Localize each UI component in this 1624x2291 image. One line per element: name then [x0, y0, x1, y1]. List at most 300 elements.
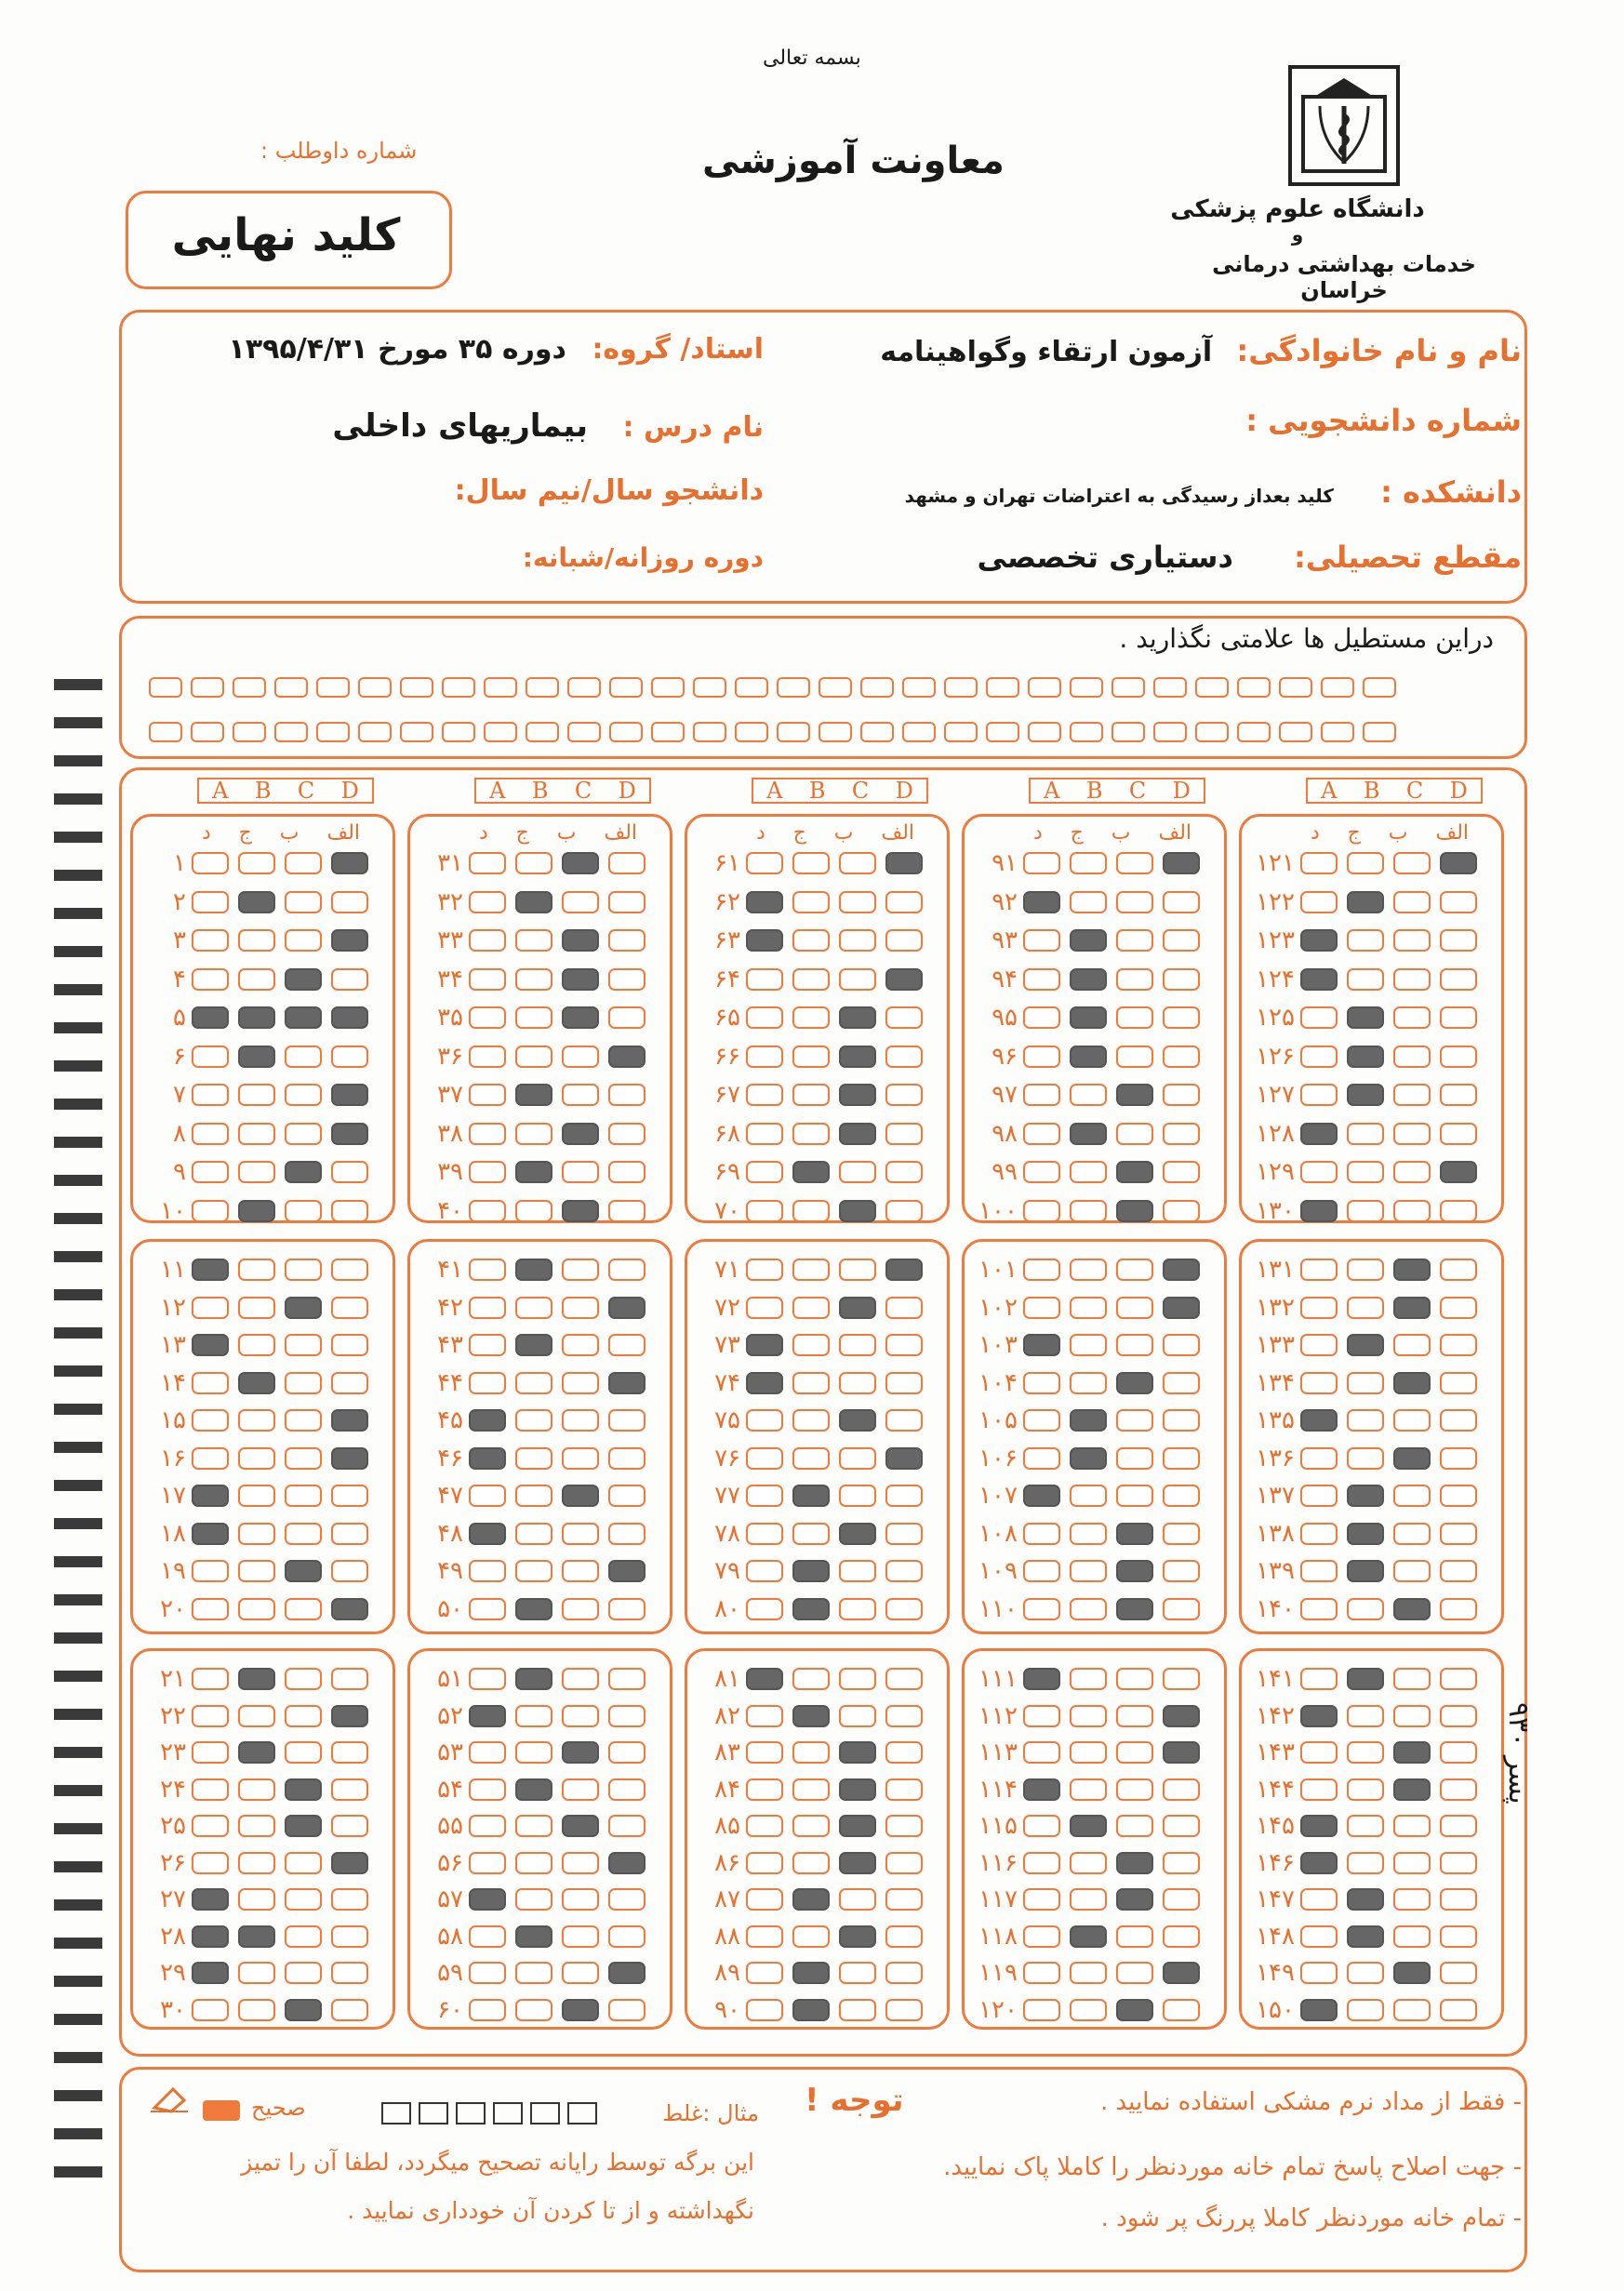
answer-bubble[interactable]: [1440, 1409, 1477, 1432]
answer-bubble[interactable]: [1023, 1999, 1060, 2021]
answer-bubble[interactable]: [1440, 1297, 1477, 1319]
answer-bubble[interactable]: [238, 1161, 275, 1183]
answer-bubble[interactable]: [1347, 1334, 1384, 1356]
answer-bubble[interactable]: [1070, 968, 1107, 991]
answer-bubble[interactable]: [608, 1778, 646, 1801]
answer-bubble[interactable]: [792, 1259, 830, 1281]
answer-bubble[interactable]: [792, 1485, 830, 1507]
answer-bubble[interactable]: [839, 891, 876, 913]
answer-bubble[interactable]: [885, 1668, 923, 1690]
answer-bubble[interactable]: [1023, 1447, 1060, 1470]
answer-bubble[interactable]: [839, 968, 876, 991]
answer-bubble[interactable]: [885, 1705, 923, 1727]
answer-bubble[interactable]: [1023, 1485, 1060, 1507]
answer-bubble[interactable]: [469, 1598, 506, 1620]
answer-bubble[interactable]: [331, 1523, 368, 1545]
answer-bubble[interactable]: [331, 929, 368, 952]
answer-bubble[interactable]: [1163, 1259, 1200, 1281]
answer-bubble[interactable]: [608, 1705, 646, 1727]
answer-bubble[interactable]: [1163, 1852, 1200, 1874]
answer-bubble[interactable]: [1070, 929, 1107, 952]
answer-bubble[interactable]: [1116, 1372, 1153, 1394]
answer-bubble[interactable]: [1023, 1598, 1060, 1620]
answer-bubble[interactable]: [192, 1334, 229, 1356]
answer-bubble[interactable]: [792, 1852, 830, 1874]
answer-bubble[interactable]: [1347, 1485, 1384, 1507]
answer-bubble[interactable]: [238, 1598, 275, 1620]
answer-bubble[interactable]: [562, 1200, 599, 1222]
answer-bubble[interactable]: [1393, 1409, 1431, 1432]
answer-bubble[interactable]: [608, 1409, 646, 1432]
answer-bubble[interactable]: [1347, 1259, 1384, 1281]
answer-bubble[interactable]: [192, 1888, 229, 1911]
answer-bubble[interactable]: [1440, 1523, 1477, 1545]
answer-bubble[interactable]: [1347, 1741, 1384, 1764]
answer-bubble[interactable]: [792, 929, 830, 952]
answer-bubble[interactable]: [331, 1598, 368, 1620]
answer-bubble[interactable]: [1116, 1084, 1153, 1106]
answer-bubble[interactable]: [1393, 1259, 1431, 1281]
answer-bubble[interactable]: [1393, 1815, 1431, 1837]
answer-bubble[interactable]: [562, 1668, 599, 1690]
answer-bubble[interactable]: [1393, 1161, 1431, 1183]
answer-bubble[interactable]: [885, 968, 923, 991]
answer-bubble[interactable]: [1347, 1925, 1384, 1948]
answer-bubble[interactable]: [1070, 1560, 1107, 1582]
answer-bubble[interactable]: [1440, 1962, 1477, 1984]
answer-bubble[interactable]: [1163, 891, 1200, 913]
answer-bubble[interactable]: [746, 1123, 783, 1145]
answer-bubble[interactable]: [1393, 929, 1431, 952]
answer-bubble[interactable]: [746, 1815, 783, 1837]
answer-bubble[interactable]: [1116, 891, 1153, 913]
answer-bubble[interactable]: [839, 1046, 876, 1068]
answer-bubble[interactable]: [608, 1999, 646, 2021]
answer-bubble[interactable]: [192, 891, 229, 913]
answer-bubble[interactable]: [1023, 1778, 1060, 1801]
answer-bubble[interactable]: [1023, 1962, 1060, 1984]
answer-bubble[interactable]: [285, 1999, 322, 2021]
answer-bubble[interactable]: [608, 1084, 646, 1106]
answer-bubble[interactable]: [331, 1705, 368, 1727]
answer-bubble[interactable]: [285, 1123, 322, 1145]
answer-bubble[interactable]: [515, 1560, 552, 1582]
answer-bubble[interactable]: [238, 1888, 275, 1911]
answer-bubble[interactable]: [1070, 1705, 1107, 1727]
answer-bubble[interactable]: [515, 1297, 552, 1319]
answer-bubble[interactable]: [1163, 1447, 1200, 1470]
answer-bubble[interactable]: [746, 1161, 783, 1183]
answer-bubble[interactable]: [1116, 1200, 1153, 1222]
answer-bubble[interactable]: [238, 968, 275, 991]
answer-bubble[interactable]: [792, 1084, 830, 1106]
answer-bubble[interactable]: [885, 1297, 923, 1319]
answer-bubble[interactable]: [1300, 1409, 1338, 1432]
answer-bubble[interactable]: [746, 1668, 783, 1690]
answer-bubble[interactable]: [746, 1741, 783, 1764]
answer-bubble[interactable]: [331, 1962, 368, 1984]
answer-bubble[interactable]: [192, 1523, 229, 1545]
answer-bubble[interactable]: [285, 929, 322, 952]
answer-bubble[interactable]: [1300, 1334, 1338, 1356]
answer-bubble[interactable]: [469, 1084, 506, 1106]
answer-bubble[interactable]: [746, 1447, 783, 1470]
answer-bubble[interactable]: [1300, 1741, 1338, 1764]
answer-bubble[interactable]: [285, 1705, 322, 1727]
answer-bubble[interactable]: [885, 1560, 923, 1582]
answer-bubble[interactable]: [1300, 1006, 1338, 1029]
answer-bubble[interactable]: [1347, 1999, 1384, 2021]
answer-bubble[interactable]: [1070, 1123, 1107, 1145]
answer-bubble[interactable]: [285, 1962, 322, 1984]
answer-bubble[interactable]: [238, 1297, 275, 1319]
answer-bubble[interactable]: [515, 1485, 552, 1507]
answer-bubble[interactable]: [839, 1334, 876, 1356]
answer-bubble[interactable]: [1440, 1815, 1477, 1837]
answer-bubble[interactable]: [238, 891, 275, 913]
answer-bubble[interactable]: [1163, 1778, 1200, 1801]
answer-bubble[interactable]: [792, 1560, 830, 1582]
answer-bubble[interactable]: [608, 1046, 646, 1068]
answer-bubble[interactable]: [331, 1999, 368, 2021]
answer-bubble[interactable]: [839, 1523, 876, 1545]
answer-bubble[interactable]: [238, 1409, 275, 1432]
answer-bubble[interactable]: [1300, 1925, 1338, 1948]
answer-bubble[interactable]: [238, 1560, 275, 1582]
answer-bubble[interactable]: [1163, 1297, 1200, 1319]
answer-bubble[interactable]: [1347, 1046, 1384, 1068]
answer-bubble[interactable]: [515, 1084, 552, 1106]
answer-bubble[interactable]: [1163, 1084, 1200, 1106]
answer-bubble[interactable]: [746, 1705, 783, 1727]
answer-bubble[interactable]: [1163, 1925, 1200, 1948]
answer-bubble[interactable]: [285, 1560, 322, 1582]
answer-bubble[interactable]: [562, 1999, 599, 2021]
answer-bubble[interactable]: [746, 1598, 783, 1620]
answer-bubble[interactable]: [1347, 1447, 1384, 1470]
answer-bubble[interactable]: [746, 1925, 783, 1948]
answer-bubble[interactable]: [1440, 968, 1477, 991]
answer-bubble[interactable]: [1440, 1999, 1477, 2021]
answer-bubble[interactable]: [1116, 1297, 1153, 1319]
answer-bubble[interactable]: [562, 1046, 599, 1068]
answer-bubble[interactable]: [1116, 1888, 1153, 1911]
answer-bubble[interactable]: [1023, 1334, 1060, 1356]
answer-bubble[interactable]: [192, 1447, 229, 1470]
answer-bubble[interactable]: [562, 1334, 599, 1356]
answer-bubble[interactable]: [1393, 852, 1431, 874]
answer-bubble[interactable]: [1393, 1962, 1431, 1984]
answer-bubble[interactable]: [1070, 1999, 1107, 2021]
answer-bubble[interactable]: [608, 1259, 646, 1281]
answer-bubble[interactable]: [238, 1372, 275, 1394]
answer-bubble[interactable]: [1163, 1598, 1200, 1620]
answer-bubble[interactable]: [515, 1962, 552, 1984]
answer-bubble[interactable]: [1347, 1200, 1384, 1222]
answer-bubble[interactable]: [238, 1200, 275, 1222]
answer-bubble[interactable]: [515, 1925, 552, 1948]
answer-bubble[interactable]: [1116, 1815, 1153, 1837]
answer-bubble[interactable]: [792, 1409, 830, 1432]
answer-bubble[interactable]: [515, 1815, 552, 1837]
answer-bubble[interactable]: [285, 1259, 322, 1281]
answer-bubble[interactable]: [885, 1046, 923, 1068]
answer-bubble[interactable]: [285, 1485, 322, 1507]
answer-bubble[interactable]: [192, 1259, 229, 1281]
answer-bubble[interactable]: [469, 1409, 506, 1432]
answer-bubble[interactable]: [608, 1598, 646, 1620]
answer-bubble[interactable]: [285, 1741, 322, 1764]
answer-bubble[interactable]: [608, 1485, 646, 1507]
answer-bubble[interactable]: [1116, 1705, 1153, 1727]
answer-bubble[interactable]: [1070, 1485, 1107, 1507]
answer-bubble[interactable]: [515, 852, 552, 874]
answer-bubble[interactable]: [1116, 1485, 1153, 1507]
answer-bubble[interactable]: [562, 1161, 599, 1183]
answer-bubble[interactable]: [515, 1668, 552, 1690]
answer-bubble[interactable]: [746, 968, 783, 991]
answer-bubble[interactable]: [1440, 1888, 1477, 1911]
answer-bubble[interactable]: [192, 929, 229, 952]
answer-bubble[interactable]: [1070, 1200, 1107, 1222]
answer-bubble[interactable]: [192, 1925, 229, 1948]
answer-bubble[interactable]: [331, 1668, 368, 1690]
answer-bubble[interactable]: [331, 1409, 368, 1432]
answer-bubble[interactable]: [1300, 1705, 1338, 1727]
answer-bubble[interactable]: [1393, 1046, 1431, 1068]
answer-bubble[interactable]: [469, 1447, 506, 1470]
answer-bubble[interactable]: [285, 1334, 322, 1356]
answer-bubble[interactable]: [562, 1372, 599, 1394]
answer-bubble[interactable]: [1116, 1852, 1153, 1874]
answer-bubble[interactable]: [285, 968, 322, 991]
answer-bubble[interactable]: [1163, 1334, 1200, 1356]
answer-bubble[interactable]: [792, 1447, 830, 1470]
answer-bubble[interactable]: [1300, 1962, 1338, 1984]
answer-bubble[interactable]: [285, 1006, 322, 1029]
answer-bubble[interactable]: [562, 1084, 599, 1106]
answer-bubble[interactable]: [192, 1485, 229, 1507]
answer-bubble[interactable]: [885, 1084, 923, 1106]
answer-bubble[interactable]: [469, 1006, 506, 1029]
answer-bubble[interactable]: [515, 1334, 552, 1356]
answer-bubble[interactable]: [1163, 1668, 1200, 1690]
answer-bubble[interactable]: [192, 1778, 229, 1801]
answer-bubble[interactable]: [1116, 1598, 1153, 1620]
answer-bubble[interactable]: [746, 1852, 783, 1874]
answer-bubble[interactable]: [469, 1925, 506, 1948]
answer-bubble[interactable]: [1300, 1560, 1338, 1582]
answer-bubble[interactable]: [1300, 1815, 1338, 1837]
answer-bubble[interactable]: [285, 1815, 322, 1837]
answer-bubble[interactable]: [285, 1852, 322, 1874]
answer-bubble[interactable]: [331, 1372, 368, 1394]
answer-bubble[interactable]: [192, 1006, 229, 1029]
answer-bubble[interactable]: [885, 1523, 923, 1545]
answer-bubble[interactable]: [331, 1084, 368, 1106]
answer-bubble[interactable]: [515, 1409, 552, 1432]
answer-bubble[interactable]: [885, 1200, 923, 1222]
answer-bubble[interactable]: [562, 891, 599, 913]
answer-bubble[interactable]: [1300, 1084, 1338, 1106]
answer-bubble[interactable]: [746, 1778, 783, 1801]
answer-bubble[interactable]: [1116, 1046, 1153, 1068]
answer-bubble[interactable]: [1163, 968, 1200, 991]
answer-bubble[interactable]: [1023, 1297, 1060, 1319]
answer-bubble[interactable]: [515, 1705, 552, 1727]
answer-bubble[interactable]: [1163, 1962, 1200, 1984]
answer-bubble[interactable]: [885, 1409, 923, 1432]
answer-bubble[interactable]: [1440, 1372, 1477, 1394]
answer-bubble[interactable]: [1163, 1741, 1200, 1764]
answer-bubble[interactable]: [839, 852, 876, 874]
answer-bubble[interactable]: [331, 1741, 368, 1764]
answer-bubble[interactable]: [1440, 1084, 1477, 1106]
answer-bubble[interactable]: [839, 1372, 876, 1394]
answer-bubble[interactable]: [1070, 1668, 1107, 1690]
answer-bubble[interactable]: [792, 1046, 830, 1068]
answer-bubble[interactable]: [608, 1523, 646, 1545]
answer-bubble[interactable]: [1440, 1705, 1477, 1727]
answer-bubble[interactable]: [1116, 1334, 1153, 1356]
answer-bubble[interactable]: [1023, 1409, 1060, 1432]
answer-bubble[interactable]: [192, 1372, 229, 1394]
answer-bubble[interactable]: [1023, 1372, 1060, 1394]
answer-bubble[interactable]: [331, 1888, 368, 1911]
answer-bubble[interactable]: [839, 929, 876, 952]
answer-bubble[interactable]: [1300, 1259, 1338, 1281]
answer-bubble[interactable]: [1347, 1852, 1384, 1874]
answer-bubble[interactable]: [608, 1560, 646, 1582]
answer-bubble[interactable]: [238, 1006, 275, 1029]
answer-bubble[interactable]: [1393, 968, 1431, 991]
answer-bubble[interactable]: [1347, 1297, 1384, 1319]
answer-bubble[interactable]: [238, 1668, 275, 1690]
answer-bubble[interactable]: [1393, 1485, 1431, 1507]
answer-bubble[interactable]: [515, 968, 552, 991]
answer-bubble[interactable]: [1393, 1084, 1431, 1106]
answer-bubble[interactable]: [192, 852, 229, 874]
answer-bubble[interactable]: [469, 968, 506, 991]
answer-bubble[interactable]: [1440, 1334, 1477, 1356]
answer-bubble[interactable]: [331, 1123, 368, 1145]
answer-bubble[interactable]: [608, 1447, 646, 1470]
answer-bubble[interactable]: [885, 1962, 923, 1984]
answer-bubble[interactable]: [1023, 1123, 1060, 1145]
answer-bubble[interactable]: [1440, 929, 1477, 952]
answer-bubble[interactable]: [885, 1123, 923, 1145]
answer-bubble[interactable]: [1393, 1778, 1431, 1801]
answer-bubble[interactable]: [562, 1297, 599, 1319]
answer-bubble[interactable]: [1023, 1046, 1060, 1068]
answer-bubble[interactable]: [792, 1999, 830, 2021]
answer-bubble[interactable]: [562, 1815, 599, 1837]
answer-bubble[interactable]: [331, 1560, 368, 1582]
answer-bubble[interactable]: [792, 1598, 830, 1620]
answer-bubble[interactable]: [1163, 1200, 1200, 1222]
answer-bubble[interactable]: [238, 1123, 275, 1145]
answer-bubble[interactable]: [792, 1200, 830, 1222]
answer-bubble[interactable]: [515, 1598, 552, 1620]
answer-bubble[interactable]: [608, 929, 646, 952]
answer-bubble[interactable]: [515, 1259, 552, 1281]
answer-bubble[interactable]: [469, 1560, 506, 1582]
answer-bubble[interactable]: [1023, 1259, 1060, 1281]
answer-bubble[interactable]: [1393, 1925, 1431, 1948]
answer-bubble[interactable]: [469, 1334, 506, 1356]
answer-bubble[interactable]: [1163, 1999, 1200, 2021]
answer-bubble[interactable]: [515, 1161, 552, 1183]
answer-bubble[interactable]: [885, 1161, 923, 1183]
answer-bubble[interactable]: [469, 1815, 506, 1837]
answer-bubble[interactable]: [1347, 1560, 1384, 1582]
answer-bubble[interactable]: [1070, 1925, 1107, 1948]
answer-bubble[interactable]: [885, 1852, 923, 1874]
answer-bubble[interactable]: [1163, 1372, 1200, 1394]
answer-bubble[interactable]: [469, 852, 506, 874]
answer-bubble[interactable]: [1023, 1668, 1060, 1690]
answer-bubble[interactable]: [1393, 1598, 1431, 1620]
answer-bubble[interactable]: [515, 1006, 552, 1029]
answer-bubble[interactable]: [1393, 1447, 1431, 1470]
answer-bubble[interactable]: [885, 1372, 923, 1394]
answer-bubble[interactable]: [1163, 1161, 1200, 1183]
answer-bubble[interactable]: [331, 891, 368, 913]
answer-bubble[interactable]: [1163, 1409, 1200, 1432]
answer-bubble[interactable]: [1300, 1999, 1338, 2021]
answer-bubble[interactable]: [1300, 1523, 1338, 1545]
answer-bubble[interactable]: [331, 1334, 368, 1356]
answer-bubble[interactable]: [238, 1447, 275, 1470]
answer-bubble[interactable]: [1300, 1200, 1338, 1222]
answer-bubble[interactable]: [1440, 1447, 1477, 1470]
answer-bubble[interactable]: [792, 1297, 830, 1319]
answer-bubble[interactable]: [1393, 1372, 1431, 1394]
answer-bubble[interactable]: [746, 929, 783, 952]
answer-bubble[interactable]: [1070, 1598, 1107, 1620]
answer-bubble[interactable]: [1393, 1999, 1431, 2021]
answer-bubble[interactable]: [1023, 1523, 1060, 1545]
answer-bubble[interactable]: [1347, 1006, 1384, 1029]
answer-bubble[interactable]: [1070, 1297, 1107, 1319]
answer-bubble[interactable]: [839, 1778, 876, 1801]
answer-bubble[interactable]: [238, 1962, 275, 1984]
answer-bubble[interactable]: [562, 1485, 599, 1507]
answer-bubble[interactable]: [792, 852, 830, 874]
answer-bubble[interactable]: [515, 1523, 552, 1545]
answer-bubble[interactable]: [515, 1888, 552, 1911]
answer-bubble[interactable]: [1347, 1962, 1384, 1984]
answer-bubble[interactable]: [1347, 891, 1384, 913]
answer-bubble[interactable]: [746, 1259, 783, 1281]
answer-bubble[interactable]: [1023, 1925, 1060, 1948]
answer-bubble[interactable]: [885, 1925, 923, 1948]
answer-bubble[interactable]: [1023, 1852, 1060, 1874]
answer-bubble[interactable]: [285, 891, 322, 913]
answer-bubble[interactable]: [285, 1161, 322, 1183]
answer-bubble[interactable]: [238, 1523, 275, 1545]
answer-bubble[interactable]: [1116, 1006, 1153, 1029]
answer-bubble[interactable]: [792, 1778, 830, 1801]
answer-bubble[interactable]: [792, 1815, 830, 1837]
answer-bubble[interactable]: [1116, 1925, 1153, 1948]
answer-bubble[interactable]: [608, 1006, 646, 1029]
answer-bubble[interactable]: [1163, 929, 1200, 952]
answer-bubble[interactable]: [1347, 1815, 1384, 1837]
answer-bubble[interactable]: [238, 1852, 275, 1874]
answer-bubble[interactable]: [331, 968, 368, 991]
answer-bubble[interactable]: [562, 1259, 599, 1281]
